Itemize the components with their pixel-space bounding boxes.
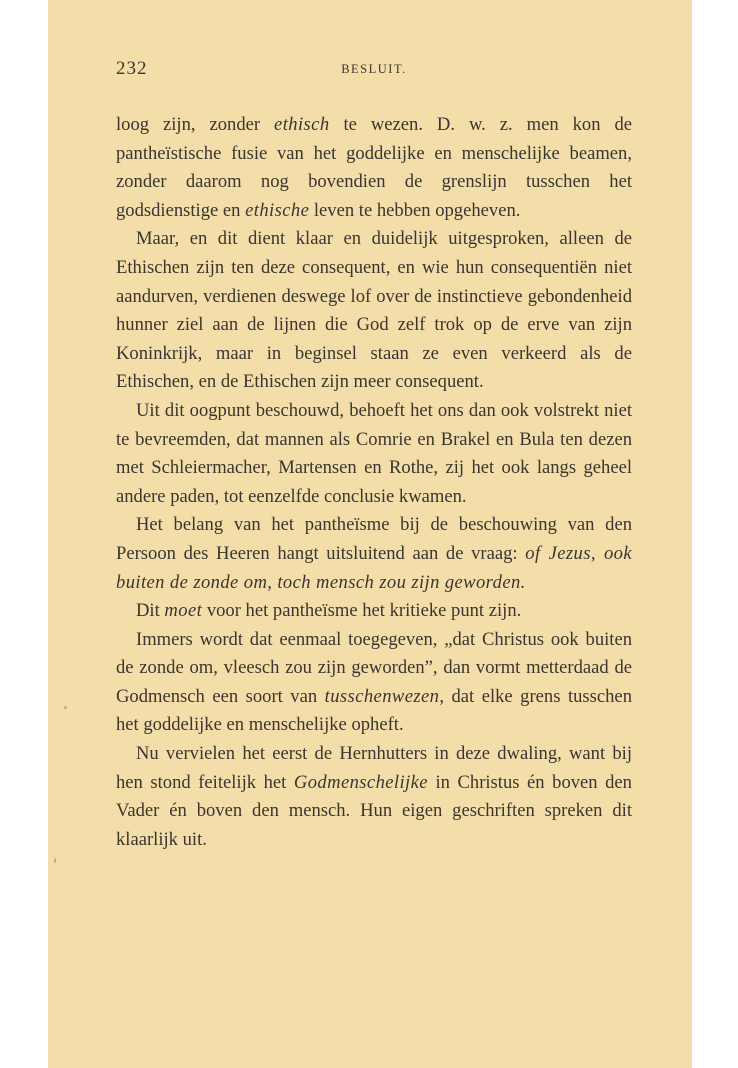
- italic-text: tusschenwezen: [324, 685, 440, 707]
- text-run: Dit: [136, 600, 165, 622]
- paper-speck: [64, 706, 67, 709]
- page-number: 232: [116, 58, 148, 79]
- text-run: Maar, en dit dient klaar en duidelijk uitgesproken, alleen de Ethischen zijn ten deze consequent, en wie hun consequentiën niet aandurven, verdienen deswege lof over de instinctieve gebondenheid hunner ziel aan de lijnen die God zelf trok op de erve van zijn Koninkrijk, maar in beginsel staan ze even verkeerd als de Ethischen, en de Ethischen zijn meer consequent.: [116, 228, 632, 393]
- text-run: leven te hebben opgeheven.: [309, 199, 521, 221]
- text-run: loog zijn, zonder: [116, 114, 275, 135]
- page-header: [116, 58, 632, 82]
- italic-text: ethisch: [274, 114, 330, 135]
- italic-text: of Jezus, ook buiten de zonde om, toch mensch zou zijn geworden.: [116, 542, 632, 593]
- paragraph: [116, 511, 632, 597]
- paragraph: [116, 225, 632, 397]
- text-run: voor het pantheïsme het kritieke punt zijn.: [202, 600, 522, 622]
- text-run: Nu vervielen het eerst de Hernhutters in deze dwaling, want bij hen stond feitelijk het: [116, 743, 632, 793]
- paper-speck: [54, 858, 56, 863]
- paragraph: [116, 740, 632, 854]
- text-run: te wezen. D. w. z. men kon de pantheïstische fusie van het goddelijke en menschelijke beamen, zonder daarom nog bovendien de grenslijn tusschen het godsdienstige en: [116, 114, 632, 221]
- text-run: Het belang van het pantheïsme bij de beschouwing van den Persoon des Heeren hangt uitsluitend aan de vraag:: [116, 514, 632, 564]
- italic-text: ethische: [245, 199, 310, 221]
- text-run: in Christus én boven den Vader én boven den mensch. Hun eigen geschriften spreken dit klaarlijk uit.: [116, 771, 632, 850]
- text-run: Immers wordt dat eenmaal toegegeven, „dat Christus ook buiten de zonde om, vleesch zou zijn geworden”, dan vormt metterdaad de Godmensch een soort van: [116, 628, 632, 707]
- paragraph: [116, 626, 632, 740]
- running-title: BESLUIT.: [341, 62, 407, 76]
- text-run: Uit dit oogpunt beschouwd, behoeft het ons dan ook volstrekt niet te bevreemden, dat mannen als Comrie en Brakel en Bula ten dezen met Schleiermacher, Martensen en Rothe, zij het ook langs geheel andere paden, tot eenzelfde conclusie kwamen.: [116, 399, 632, 507]
- text-run: , dat elke grens tusschen het goddelijke en menschelijke opheft.: [116, 685, 632, 736]
- italic-text: moet: [164, 600, 203, 622]
- book-page: [48, 0, 692, 1068]
- paragraph: [116, 597, 632, 626]
- body-text: [116, 111, 632, 854]
- paragraph: [116, 397, 632, 511]
- paragraph: [116, 111, 632, 225]
- italic-text: Godmenschelijke: [293, 771, 428, 793]
